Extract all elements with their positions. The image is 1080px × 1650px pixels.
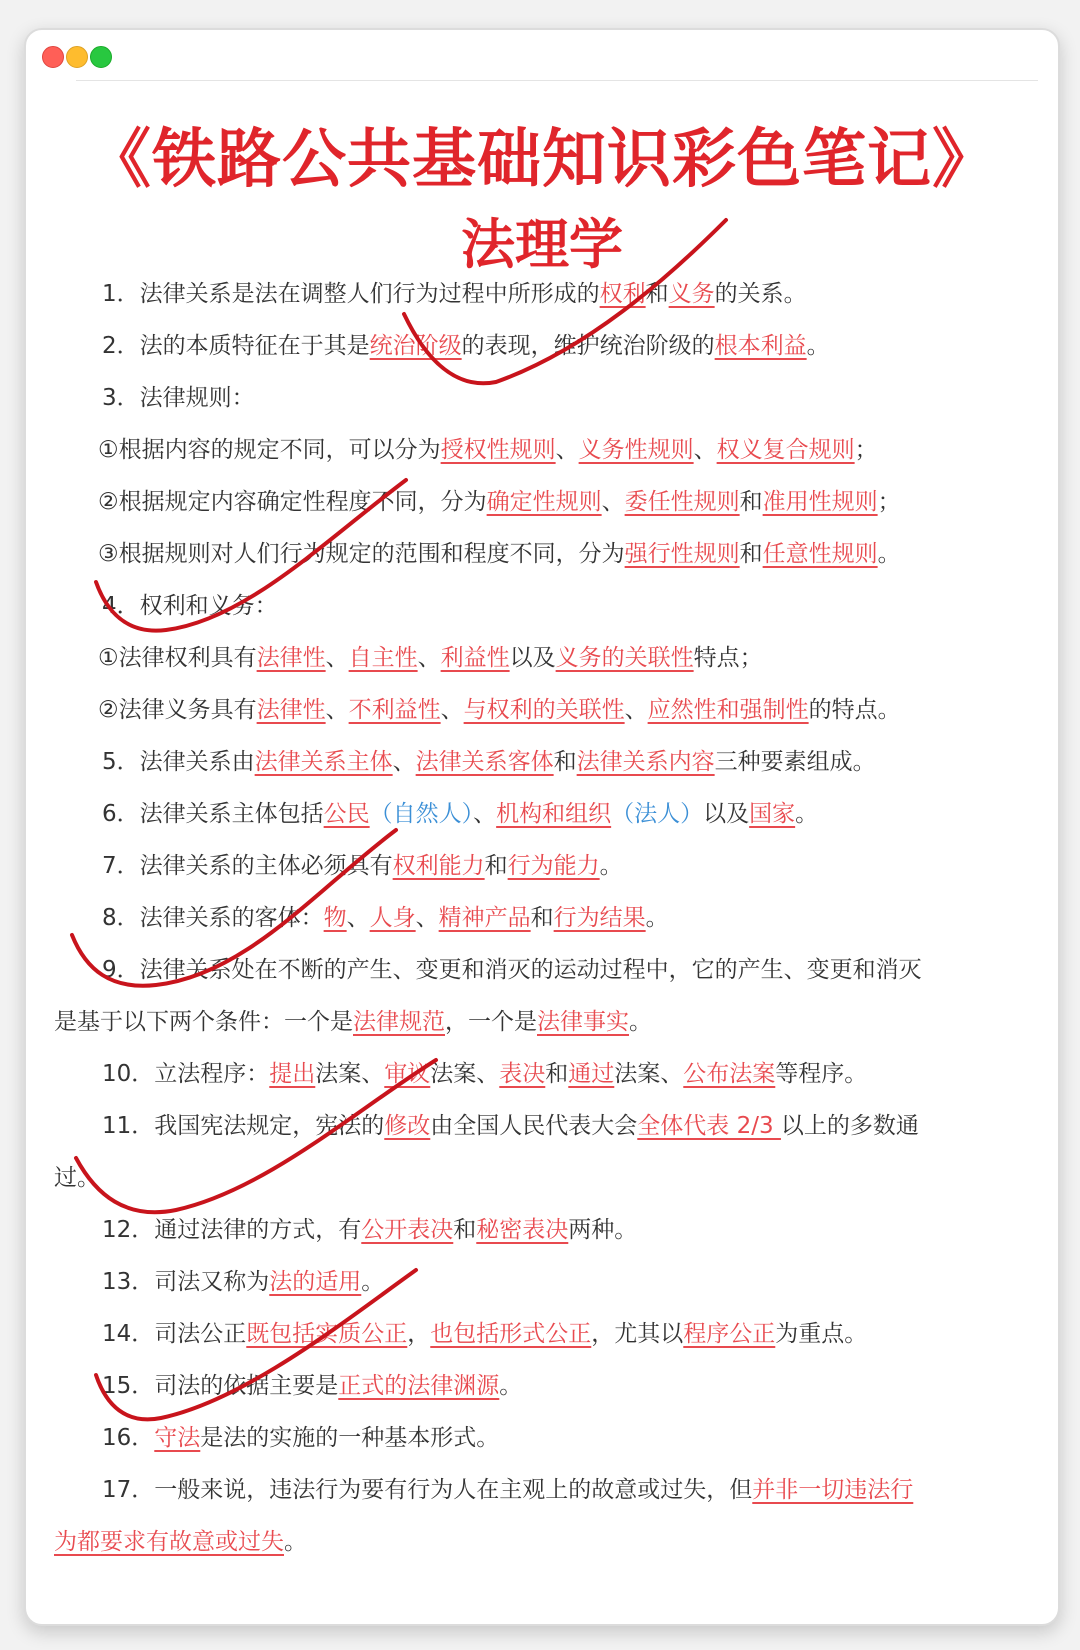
note-text: 以及 [509, 645, 556, 671]
note-text: 、 [392, 749, 416, 775]
note-7 [54, 840, 1030, 892]
highlighted-term: 权利 [599, 281, 646, 307]
highlighted-term: 应然性和强制性 [647, 697, 809, 723]
highlighted-term: 也包括形式公正 [430, 1321, 592, 1347]
note-13 [54, 1256, 1030, 1308]
highlighted-term: 法律规范 [353, 1009, 445, 1035]
note-2 [54, 320, 1030, 372]
note-text: 特点； [693, 645, 763, 671]
highlighted-term: 修改 [384, 1113, 431, 1139]
highlighted-term: 正式的法律渊源 [338, 1373, 500, 1399]
page-title: 《铁路公共基础知识彩色笔记》 [87, 122, 997, 197]
note-text: 、 [325, 645, 349, 671]
window-titlebar [26, 30, 1058, 78]
note-text: 10．立法程序： [102, 1061, 270, 1087]
note-5 [54, 736, 1030, 788]
note-text: ②法律义务具有 [98, 697, 257, 723]
note-9 [54, 944, 1030, 996]
note-text: 法案、 [430, 1061, 500, 1087]
note-text: 由全国人民代表大会 [430, 1113, 638, 1139]
note-text: 7．法律关系的主体必须具有 [102, 853, 393, 879]
note-text: 和 [739, 541, 763, 567]
note-text: 1．法律关系是法在调整人们行为过程中所形成的 [102, 281, 600, 307]
highlighted-term: 统治阶级 [369, 333, 462, 359]
note-text: 的特点。 [808, 697, 901, 723]
note-text: 法案、 [614, 1061, 684, 1087]
highlighted-term: 国家 [749, 801, 796, 827]
note-text: 、 [473, 801, 497, 827]
note-text: 的表现，维护统治阶级的 [461, 333, 715, 359]
note-4-b [54, 684, 1030, 736]
note-text: 。 [645, 905, 669, 931]
highlighted-term: 利益性 [440, 645, 510, 671]
note-text: 3．法律规则： [102, 385, 255, 411]
highlighted-term: 不利益性 [348, 697, 441, 723]
highlighted-term: 人身 [369, 905, 416, 931]
note-text: 过。 [54, 1165, 100, 1191]
note-text: 、 [624, 697, 648, 723]
note-text: 、 [440, 697, 464, 723]
highlighted-term: 义务 [668, 281, 715, 307]
close-button[interactable] [42, 46, 64, 68]
note-4-a [54, 632, 1030, 684]
note-text: 两种。 [568, 1217, 638, 1243]
notes-body [54, 268, 1030, 1568]
note-6 [54, 788, 1030, 840]
note-text: ，一个是 [445, 1009, 537, 1035]
highlighted-term: 提出 [269, 1061, 316, 1087]
note-text: 5．法律关系由 [102, 749, 255, 775]
highlighted-term: 确定性规则 [486, 489, 602, 515]
highlighted-term: 行为能力 [507, 853, 600, 879]
highlighted-term: 行为结果 [553, 905, 646, 931]
note-text: ； [877, 489, 901, 515]
note-12 [54, 1204, 1030, 1256]
highlighted-term: 法律关系客体 [415, 749, 554, 775]
note-15 [54, 1360, 1030, 1412]
note-text: 、 [346, 905, 370, 931]
minimize-button[interactable] [66, 46, 88, 68]
window [24, 28, 1060, 1626]
note-17 [54, 1464, 1030, 1516]
highlighted-term: 委任性规则 [624, 489, 740, 515]
note-text: 以上的多数通 [780, 1113, 919, 1139]
highlighted-term: 强行性规则 [624, 541, 740, 567]
note-text: ③根据规则对人们行为规定的范围和程度不同，分为 [98, 541, 625, 567]
note-text: 以及 [703, 801, 750, 827]
note-text: ①根据内容的规定不同，可以分为 [98, 437, 441, 463]
note-16 [54, 1412, 1030, 1464]
highlighted-term: 法律关系主体 [254, 749, 393, 775]
highlighted-term: 权利能力 [392, 853, 485, 879]
note-11-cont [54, 1152, 1030, 1204]
highlighted-term: 既包括实质公正 [246, 1321, 408, 1347]
note-text: 的关系。 [714, 281, 807, 307]
note-text: 8．法律关系的客体： [102, 905, 324, 931]
note-text: ①法律权利具有 [98, 645, 257, 671]
highlighted-term: 程序公正 [683, 1321, 776, 1347]
note-9-cont [54, 996, 1030, 1048]
note-text: 6．法律关系主体包括 [102, 801, 324, 827]
note-text: 、 [415, 905, 439, 931]
note-text: 17．一般来说，违法行为要有行为人在主观上的故意或过失，但 [102, 1477, 753, 1503]
note-text: ，尤其以 [591, 1321, 684, 1347]
note-text: 、 [693, 437, 717, 463]
note-text: 14．司法公正 [102, 1321, 247, 1347]
note-3-a [54, 424, 1030, 476]
note-text: 、 [325, 697, 349, 723]
highlighted-term: 自主性 [348, 645, 418, 671]
highlighted-term: 法的适用 [269, 1269, 362, 1295]
highlighted-term: 秘密表决 [476, 1217, 569, 1243]
highlighted-term: 法律事实 [537, 1009, 629, 1035]
note-text: 。 [629, 1009, 652, 1035]
highlighted-term: 法律性 [256, 645, 326, 671]
note-text: 13．司法又称为 [102, 1269, 270, 1295]
note-3 [54, 372, 1030, 424]
highlighted-term: 通过 [568, 1061, 615, 1087]
note-text: 。 [361, 1269, 385, 1295]
note-text: 、 [601, 489, 625, 515]
note-4 [54, 580, 1030, 632]
note-text: 、 [417, 645, 441, 671]
highlighted-term: 全体代表 2/3 [637, 1113, 781, 1139]
note-8 [54, 892, 1030, 944]
note-text: 。 [877, 541, 901, 567]
highlighted-term: 表决 [499, 1061, 546, 1087]
note-text: 和 [553, 749, 577, 775]
note-text: 。 [499, 1373, 523, 1399]
highlighted-term: 审议 [384, 1061, 431, 1087]
highlighted-term: 物 [323, 905, 347, 931]
note-10 [54, 1048, 1030, 1100]
note-11 [54, 1100, 1030, 1152]
note-text: 4．权利和义务： [102, 593, 278, 619]
maximize-button[interactable] [90, 46, 112, 68]
note-text: 和 [645, 281, 669, 307]
titlebar-divider [76, 80, 1038, 81]
note-text: 是基于以下两个条件：一个是 [54, 1009, 353, 1035]
note-text: 和 [484, 853, 508, 879]
note-text: 三种要素组成。 [714, 749, 876, 775]
note-text: ②根据规定内容确定性程度不同，分为 [98, 489, 487, 515]
note-text: 是法的实施的一种基本形式。 [200, 1425, 500, 1451]
note-text: （法人） [611, 801, 704, 827]
note-17-cont [54, 1516, 1030, 1568]
highlighted-term: 公开表决 [361, 1217, 454, 1243]
note-text: ； [854, 437, 878, 463]
note-text: 12．通过法律的方式，有 [102, 1217, 362, 1243]
highlighted-term: 守法 [154, 1425, 201, 1451]
note-14 [54, 1308, 1030, 1360]
note-text: 15．司法的依据主要是 [102, 1373, 339, 1399]
highlighted-term: 法律性 [256, 697, 326, 723]
highlighted-term: 准用性规则 [762, 489, 878, 515]
note-text: 为重点。 [775, 1321, 868, 1347]
note-text: 、 [555, 437, 579, 463]
highlighted-term: 与权利的关联性 [463, 697, 625, 723]
note-text: 。 [284, 1529, 307, 1555]
note-text: 法案、 [315, 1061, 385, 1087]
note-text: 。 [599, 853, 623, 879]
note-text: 2．法的本质特征在于其是 [102, 333, 370, 359]
note-text: （自然人） [369, 801, 474, 827]
highlighted-term: 任意性规则 [762, 541, 878, 567]
note-text: ， [407, 1321, 431, 1347]
highlighted-term: 义务的关联性 [555, 645, 694, 671]
note-text: 和 [530, 905, 554, 931]
highlighted-term: 为都要求有故意或过失 [54, 1529, 284, 1555]
note-text: 等程序。 [775, 1061, 868, 1087]
highlighted-term: 授权性规则 [440, 437, 556, 463]
highlighted-term: 法律关系内容 [576, 749, 715, 775]
note-text: 9．法律关系处在不断的产生、变更和消灭的运动过程中，它的产生、变更和消灭 [102, 957, 922, 983]
highlighted-term: 权义复合规则 [716, 437, 855, 463]
note-text: 16． [102, 1425, 155, 1451]
note-text: 11．我国宪法规定，宪法的 [102, 1113, 385, 1139]
note-3-c [54, 528, 1030, 580]
note-text: 。 [806, 333, 830, 359]
highlighted-term: 并非一切违法行 [752, 1477, 914, 1503]
note-text: 。 [795, 801, 819, 827]
highlighted-term: 机构和组织 [496, 801, 612, 827]
highlighted-term: 根本利益 [714, 333, 807, 359]
note-text: 和 [545, 1061, 569, 1087]
note-1 [54, 268, 1030, 320]
highlighted-term: 公民 [323, 801, 370, 827]
note-text: 和 [453, 1217, 477, 1243]
page-subtitle: 法理学 [461, 212, 623, 276]
note-text: 和 [739, 489, 763, 515]
note-3-b [54, 476, 1030, 528]
highlighted-term: 精神产品 [438, 905, 531, 931]
highlighted-term: 义务性规则 [578, 437, 694, 463]
highlighted-term: 公布法案 [683, 1061, 776, 1087]
